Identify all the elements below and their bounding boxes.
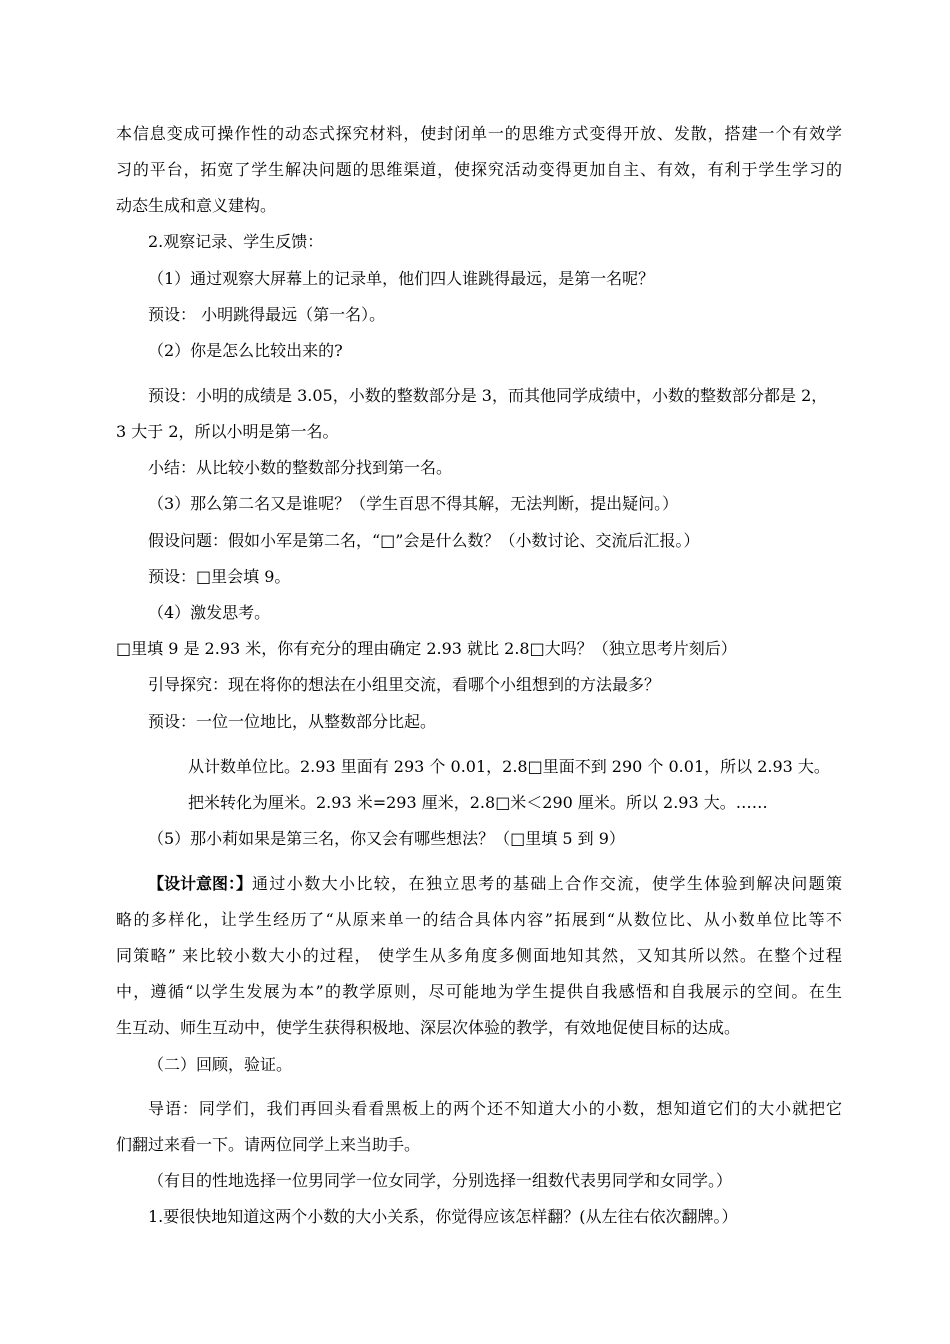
paragraph-line: 3 大于 2，所以小明是第一名。	[116, 422, 339, 441]
paragraph-line: 本信息变成可操作性的动态式探究材料，使封闭单一的思维方式变得开放、发散，搭建一个有效学	[116, 124, 842, 143]
hypothesis-line: 假设问题：假如小军是第二名，“□”会是什么数？（小数讨论、交流后汇报。）	[148, 531, 700, 550]
method-line: 从计数单位比。2.93 里面有 293 个 0.01，2.8□里面不到 290 个 0.01，所以 2.93 大。	[188, 757, 830, 776]
design-intent-label: 【设计意图：】	[148, 874, 253, 893]
section-heading: （二）回顾，验证。	[148, 1055, 293, 1074]
paragraph-line: 同策略” 来比较小数大小的过程， 使学生从多角度多侧面地知其然，又知其所以然。在整个过程	[116, 946, 842, 965]
guidance-line: 引导探究：现在将你的想法在小组里交流，看哪个小组想到的方法最多？	[148, 675, 661, 694]
paragraph-line: 们翻过来看一下。请两位同学上来当助手。	[116, 1135, 421, 1154]
summary-line: 小结：从比较小数的整数部分找到第一名。	[148, 458, 453, 477]
question-line: （5）那小莉如果是第三名，你又会有哪些想法？（□里填 5 到 9）	[148, 829, 625, 848]
question-line: （1）通过观察大屏幕上的记录单，他们四人谁跳得最远，是第一名呢？	[148, 269, 655, 288]
question-line: （3）那么第二名又是谁呢？（学生百思不得其解，无法判断，提出疑问。）	[148, 494, 679, 513]
design-intent-line	[148, 874, 842, 894]
paragraph-line: □里填 9 是 2.93 米，你有充分的理由确定 2.93 就比 2.8□大吗？（独立思考片刻后）	[116, 639, 737, 658]
paragraph-line: 动态生成和意义建构。	[116, 196, 277, 215]
question-line: 1.要很快地知道这两个小数的大小关系，你觉得应该怎样翻？(从左往右依次翻牌。）	[148, 1207, 738, 1226]
paragraph-line: 习的平台，拓宽了学生解决问题的思维渠道，使探究活动变得更加自主、有效，有利于学生学习的	[116, 160, 842, 179]
note-line: （有目的性地选择一位男同学一位女同学，分别选择一组数代表男同学和女同学。）	[148, 1171, 733, 1190]
paragraph-line: 中，遵循“以学生发展为本”的教学原则，尽可能地为学生提供自我感悟和自我展示的空间。在生	[116, 982, 842, 1001]
question-line: （2）你是怎么比较出来的?	[148, 341, 343, 360]
method-line: 把米转化为厘米。2.93 米=293 厘米，2.8□米＜290 厘米。所以 2.93 大。……	[188, 793, 768, 812]
preset-line: 预设：小明的成绩是 3.05，小数的整数部分是 3，而其他同学成绩中，小数的整数部分都是 2，	[148, 386, 828, 405]
paragraph-line: 生互动、师生互动中，使学生获得积极地、深层次体验的教学，有效地促使目标的达成。	[116, 1018, 741, 1037]
question-line: （4）激发思考。	[148, 603, 271, 622]
paragraph-line: 略的多样化，让学生经历了“从原来单一的结合具体内容”拓展到“从数位比、从小数单位比等不	[116, 910, 842, 929]
preset-line: 预设：一位一位地比，从整数部分比起。	[148, 712, 437, 731]
intro-line: 导语：同学们，我们再回头看看黑板上的两个还不知道大小的小数，想知道它们的大小就把它	[148, 1099, 842, 1118]
section-heading: 2.观察记录、学生反馈：	[148, 232, 324, 251]
design-intent-text: 通过小数大小比较，在独立思考的基础上合作交流，使学生体验到解决问题策	[252, 874, 842, 893]
preset-line: 预设：□里会填 9。	[148, 567, 291, 586]
preset-line: 预设： 小明跳得最远（第一名）。	[148, 305, 386, 324]
